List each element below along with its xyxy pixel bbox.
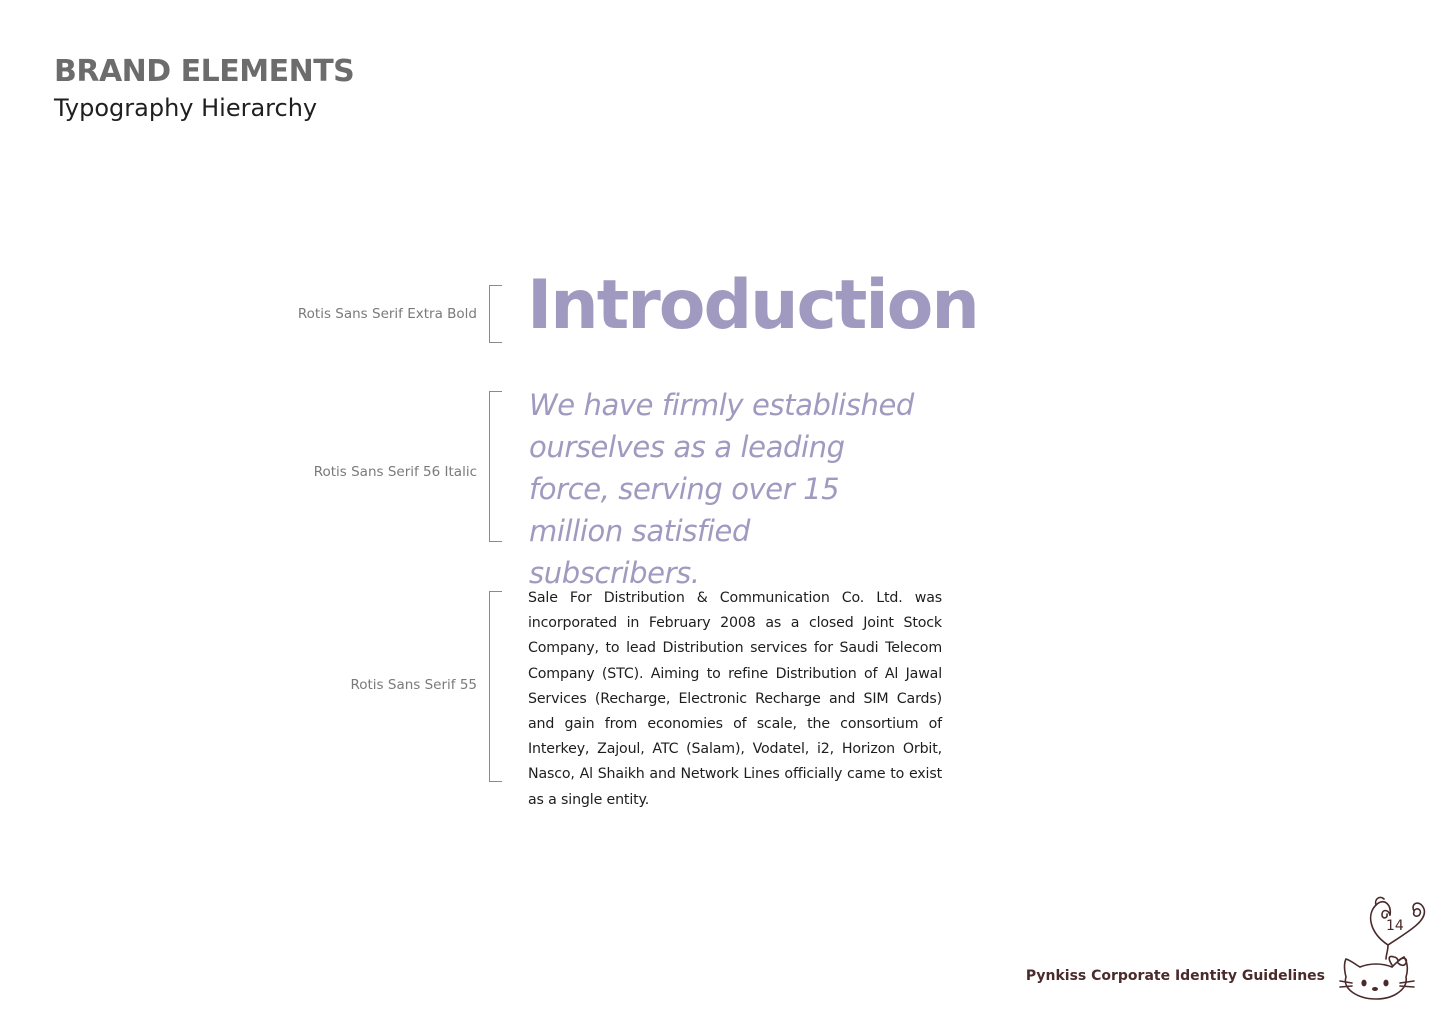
section-subtitle: Typography Hierarchy	[54, 94, 318, 122]
sample-heading: Introduction	[527, 266, 978, 345]
sample-body: Sale For Distribution & Communication Co. Ltd. was incorporated in February 2008 as a closed Joint Stock Company, to lead Distribution services for Saudi Telecom Company (STC). Aiming to refine Distribution of Al Jawal Services (Recharge, Electronic Recharge and SIM Cards) and gain from economies of scale, the consortium of Interkey, Zajoul, ATC (Salam), Vodatel, i2, Horizon Orbit, Nasco, Al Shaikh and Network Lines officially came to exist as a single entity.	[528, 590, 942, 808]
font-label-extra-bold: Rotis Sans Serif Extra Bold	[297, 306, 477, 322]
bracket-regular	[489, 591, 502, 782]
kitty-mascot-icon	[1330, 885, 1430, 1005]
font-label-regular: Rotis Sans Serif 55	[350, 677, 477, 693]
font-label-italic: Rotis Sans Serif 56 Italic	[313, 464, 477, 480]
section-title: BRAND ELEMENTS	[54, 54, 355, 89]
bracket-extra-bold	[489, 285, 502, 343]
footer-document-name: Pynkiss Corporate Identity Guidelines	[1025, 968, 1325, 984]
bracket-italic	[489, 391, 502, 542]
sample-quote: We have firmly established ourselves as a leading force, serving over 15 million satisfied subscribers.	[529, 388, 914, 590]
page-number: 14	[1386, 918, 1404, 934]
